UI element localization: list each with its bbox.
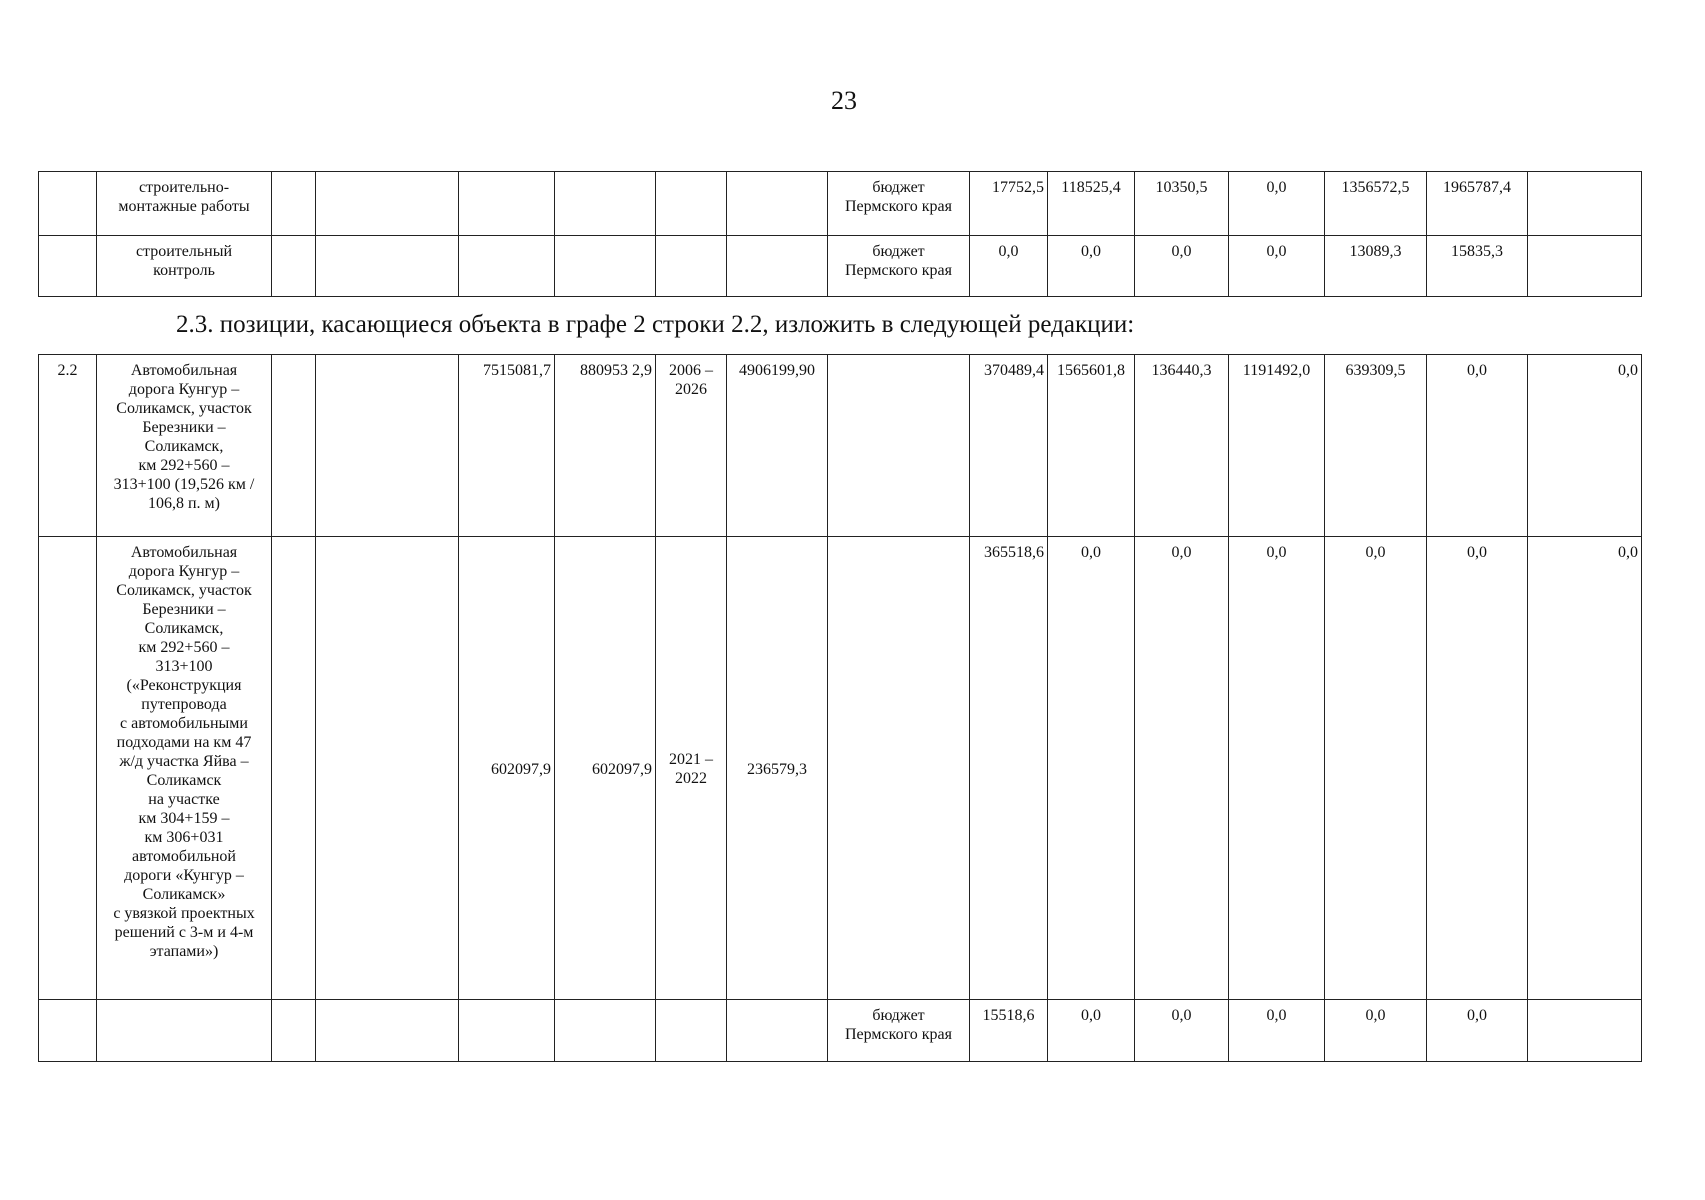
value-cell [555,1000,656,1062]
value-cell: 880953 2,9 [555,355,656,537]
row-number-cell [39,1000,97,1062]
value-cell: 4906199,90 [727,355,828,537]
funding-source-cell [828,172,970,236]
budget-table-main [38,354,1642,1062]
value-cell: 0,0 [970,236,1048,297]
empty-cell [272,172,316,236]
object-name: Автомобильная дорога Кунгур – Соликамск, участок Березники – Соликамск, км 292+560 – 313+100 (19,526 км / 106,8 п. м) [113,362,255,512]
empty-cell [555,236,656,297]
value-cell [727,1000,828,1062]
value-cell: 370489,4 [970,355,1048,537]
expense-name-cell [97,236,272,297]
empty-cell [316,537,459,1000]
value-cell: 0,0 [1528,537,1642,1000]
value-cell: 118525,4 [1048,172,1135,236]
value-cell: 136440,3 [1135,355,1229,537]
value-cell: 602097,9 [555,537,656,1000]
funding-source-cell [828,355,970,537]
value-cell [1528,1000,1642,1062]
funding-source-cell [828,236,970,297]
empty-cell [459,172,555,236]
value-cell: 365518,6 [970,537,1048,1000]
empty-cell [316,172,459,236]
empty-cell [555,172,656,236]
value-cell: 0,0 [1229,236,1325,297]
object-name-cell [97,355,272,537]
value-cell: 0,0 [1135,236,1229,297]
value-cell: 0,0 [1048,537,1135,1000]
funding-source-cell [828,537,970,1000]
value-cell [1528,172,1642,236]
budget-table-top [38,171,1642,297]
value-cell: 17752,5 [970,172,1048,236]
expense-name-cell [97,172,272,236]
expense-name: строительный контроль [135,243,233,279]
value-cell: 0,0 [1229,172,1325,236]
table-row [39,537,1642,1000]
expense-name: строительно- монтажные работы [118,179,250,215]
value-cell: 0,0 [1135,537,1229,1000]
value-cell: 639309,5 [1325,355,1427,537]
empty-cell [656,172,727,236]
object-name-cell [97,537,272,1000]
empty-cell [316,1000,459,1062]
empty-cell [272,537,316,1000]
table-row [39,355,1642,537]
value-cell: 0,0 [1048,236,1135,297]
value-cell: 0,0 [1229,1000,1325,1062]
value-cell: 15518,6 [970,1000,1048,1062]
empty-cell [656,236,727,297]
empty-cell [316,236,459,297]
value-cell: 1565601,8 [1048,355,1135,537]
period: 2021 – 2022 [669,751,713,787]
period-cell [656,1000,727,1062]
row-number-cell [39,236,97,297]
funding-source: бюджет Пермского края [845,243,952,279]
section-heading: 2.3. позиции, касающиеся объекта в графе 2 строки 2.2, изложить в следующей редакции: [176,311,1135,338]
row-number-cell [39,537,97,1000]
value-cell: 1356572,5 [1325,172,1427,236]
value-cell: 0,0 [1325,537,1427,1000]
table-row [39,236,1642,297]
value-cell [1528,236,1642,297]
empty-cell [459,236,555,297]
object-name-cell [97,1000,272,1062]
value-cell: 0,0 [1135,1000,1229,1062]
empty-cell [272,1000,316,1062]
value-cell: 602097,9 [459,537,555,1000]
value-cell: 0,0 [1427,1000,1528,1062]
table-row [39,172,1642,236]
funding-source: бюджет Пермского края [845,179,952,215]
value-cell: 1191492,0 [1229,355,1325,537]
value-cell: 10350,5 [1135,172,1229,236]
value-cell: 0,0 [1427,355,1528,537]
value-cell: 0,0 [1427,537,1528,1000]
period-cell [656,537,727,1000]
value-cell: 1965787,4 [1427,172,1528,236]
empty-cell [727,172,828,236]
value-cell: 0,0 [1229,537,1325,1000]
empty-cell [316,355,459,537]
funding-source: бюджет Пермского края [845,1007,952,1043]
value-cell: 0,0 [1048,1000,1135,1062]
value-cell: 0,0 [1528,355,1642,537]
page-number: 23 [831,86,857,115]
object-name: Автомобильная дорога Кунгур – Соликамск, участок Березники – Соликамск, км 292+560 – 313+100 («Реконструкция путепровода с автомобильными подходами на км 47 ж/д участка Яйва – Соликамск на участке км 304+159 – км 306+031 автомобильной дороги «Кунгур – Соликамск» с увязкой проектных решений с 3-м и 4-м этапами») [113,544,255,960]
period: 2006 – 2026 [669,362,713,398]
table-row [39,1000,1642,1062]
row-number-cell: 2.2 [39,355,97,537]
empty-cell [272,355,316,537]
value-cell: 13089,3 [1325,236,1427,297]
funding-source-cell [828,1000,970,1062]
value-cell: 0,0 [1325,1000,1427,1062]
value-cell [459,1000,555,1062]
value-cell: 15835,3 [1427,236,1528,297]
value-cell: 236579,3 [727,537,828,1000]
empty-cell [727,236,828,297]
row-number-cell [39,172,97,236]
value-cell: 7515081,7 [459,355,555,537]
empty-cell [272,236,316,297]
period-cell [656,355,727,537]
